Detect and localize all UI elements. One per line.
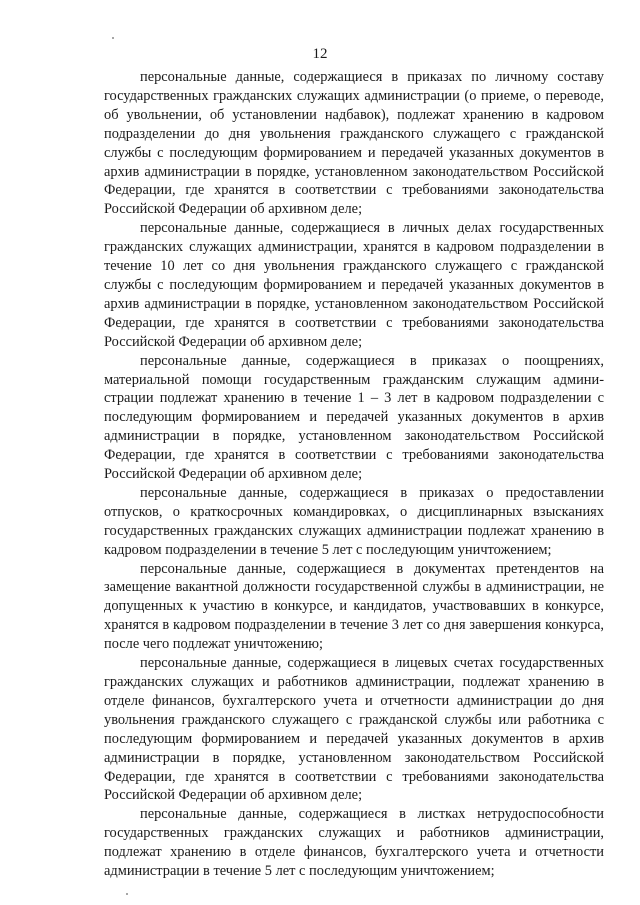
page-number: 12 xyxy=(312,46,328,62)
document-body xyxy=(104,68,604,881)
paragraph-vacancy-candidates: персональные данные, содержащиеся в документах претендентов на замещение вакантной должности государственной службы в администрации, не допущенных к участию в конкурсе, и кандидатов, участвовавших в конкурсе, хранятся в кадровом подразделении в течение 3 лет со дня завершения конкурса, после чего подлежат уничтожению; xyxy=(104,560,604,653)
paragraph-sick-leave: персональные данные, содержащиеся в листках нетрудоспособности государственных гражданских служащих и работников администрации, подлежат хранению в отделе финансов, бухгалтерского учета и отчетности администрации в течение 5 лет с последующим уничтожением; xyxy=(104,806,604,880)
paragraph-leave-orders: персональные данные, содержащиеся в приказах о предоставлении отпусков, о краткосрочных командировках, о дисциплинарных взысканиях государственных гражданских служащих администрации подлежат хранению в кадровом подразделении в течение 5 лет с последующим уничтожением; xyxy=(104,484,604,558)
scan-speck xyxy=(126,893,128,895)
paragraph-personal-accounts: персональные данные, содержащиеся в лицевых счетах государственных гражданских служащих и работников администрации, подлежат хранению в отделе финансов, бухгалтерского учета и отчетности администрации до дня увольнения гражданского служащего с гражданской службы или работника с последующим формированием и передачей указанных документов в архив администрации в порядке, установленном законодательством Российской Федерации, где хранятся в соответствии с требованиями законодательства Российской Федерации об архивном деле; xyxy=(104,655,604,804)
scan-speck xyxy=(112,37,114,39)
paragraph-orders-personnel: персональные данные, содержащиеся в приказах по личному составу государственных гражданских служащих администрации (о приеме, о переводе, об увольнении, об установлении надбавок), подлежат хранению в кадровом подразделении до дня увольнения гражданского служащего с гражданской службы с последующим формированием и передачей указанных документов в архив администрации в порядке, установленном законодательством Российской Федерации, где хранятся в соответствии с требованиями законодательства Российской Федерации об архивном деле; xyxy=(104,69,604,218)
paragraph-personal-files: персональные данные, содержащиеся в личных делах государственных гражданских служащих администрации, хранятся в кадровом подразделении в течение 10 лет со дня увольнения гражданского служащего с гражданской службы с последующим формированием и передачей указанных документов в архив администрации в порядке, установленном законодательством Российской Федерации, где хранятся в соответствии с требованиями законодательства Российской Федерации об архивном деле; xyxy=(104,220,604,350)
paragraph-incentive-orders: персональные данные, содержащиеся в приказах о поощрениях, материальной помощи государственным гражданским служащим администрации подлежат хранению в течение 1 – 3 лет в кадровом подразделении с последующим формированием и передачей указанных документов в архив администрации в порядке, установленном законодательством Российской Федерации, где хранятся в соответствии с требованиями законодательства Российской Федерации об архивном деле; xyxy=(104,352,604,483)
